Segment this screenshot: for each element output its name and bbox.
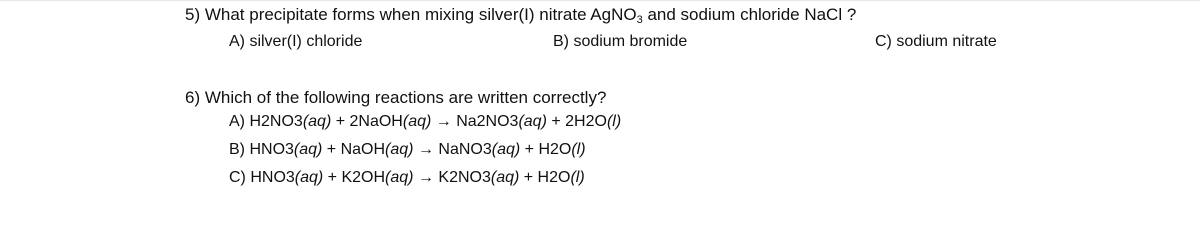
reaction-option-c (229, 167, 585, 189)
question-5-text (185, 5, 856, 25)
state-symbol: (l) (606, 113, 622, 130)
state-symbol: (aq) (402, 113, 432, 130)
product-1: K2NO3 (438, 169, 491, 186)
reaction-label: B) (229, 141, 250, 158)
question-5-suffix: and sodium chloride NaCl ? (642, 5, 857, 24)
reaction-arrow: → (413, 169, 439, 186)
product-1: NaNO3 (438, 141, 492, 158)
state-symbol: (aq) (294, 169, 324, 186)
state-symbol: (aq) (385, 141, 414, 158)
state-symbol: (aq) (491, 141, 521, 158)
reactant-1: HNO3 (249, 141, 294, 158)
question-5-option-c: C) sodium nitrate (875, 33, 997, 50)
question-5-subscript: 3 (636, 14, 643, 26)
reaction-option-b (229, 139, 586, 161)
question-5-option-b: B) sodium bromide (553, 33, 688, 50)
state-symbol: (l) (571, 141, 586, 158)
state-symbol: (aq) (518, 113, 547, 130)
reaction-option-a (229, 111, 621, 133)
product-2: + H2O (519, 169, 571, 186)
reactant-2: + NaOH (322, 141, 386, 158)
state-symbol: (aq) (385, 169, 414, 186)
product-1: Na2NO3 (456, 113, 519, 130)
product-2: + H2O (520, 141, 572, 158)
question-6-text: 6) Which of the following reactions are written correctly? (185, 88, 607, 107)
reaction-arrow: → (413, 141, 439, 158)
state-symbol: (aq) (490, 169, 520, 186)
reactant-2: + K2OH (323, 169, 386, 186)
reactant-2: + 2NaOH (331, 113, 403, 130)
question-5-option-a: A) silver(I) chloride (229, 33, 363, 50)
state-symbol: (aq) (293, 141, 323, 158)
reaction-label: C) (229, 169, 251, 186)
question-5-prefix: 5) What precipitate forms when mixing silver(I) nitrate AgNO (185, 5, 637, 24)
top-divider (0, 0, 1200, 1)
state-symbol: (aq) (302, 113, 332, 130)
reaction-label: A) (229, 113, 250, 130)
reactant-1: H2NO3 (249, 113, 303, 130)
reactant-1: HNO3 (250, 169, 295, 186)
product-2: + 2H2O (546, 113, 607, 130)
state-symbol: (l) (570, 169, 585, 186)
reaction-arrow: → (431, 113, 457, 130)
